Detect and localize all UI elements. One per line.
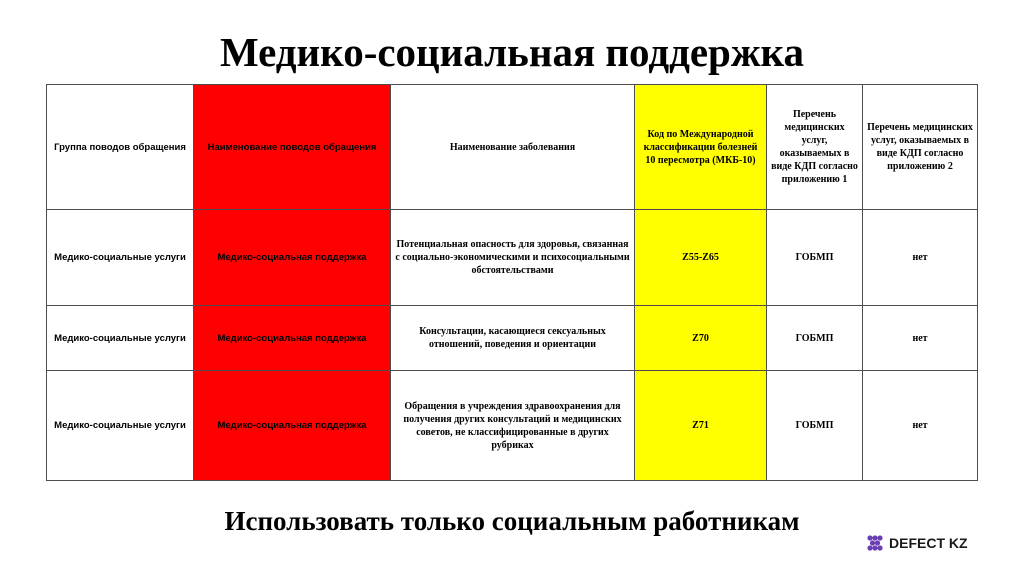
- header-cell-icd-code: Код по Международной классификации болезней 10 пересмотра (МКБ-10): [635, 85, 767, 210]
- table-row: [47, 306, 978, 371]
- table-header-row: [47, 85, 978, 210]
- brand-logo[interactable]: [866, 534, 968, 552]
- table-cell: Z70: [635, 306, 767, 371]
- table-cell: Медико-социальная поддержка: [194, 371, 391, 481]
- table-cell: ГОБМП: [767, 210, 863, 306]
- table-cell: Медико-социальные услуги: [47, 306, 194, 371]
- table-cell: нет: [863, 306, 978, 371]
- table-cell: ГОБМП: [767, 306, 863, 371]
- header-cell-group: Группа поводов обращения: [47, 85, 194, 210]
- table-cell: ГОБМП: [767, 371, 863, 481]
- table-cell: Медико-социальная поддержка: [194, 306, 391, 371]
- table-cell: Z71: [635, 371, 767, 481]
- table-cell: нет: [863, 371, 978, 481]
- data-table: [46, 84, 978, 481]
- header-cell-services-2: Перечень медицинских услуг, оказываемых в виде КДП согласно приложению 2: [863, 85, 978, 210]
- brand-logo-text: DEFECT KZ: [889, 535, 968, 551]
- table-cell: Медико-социальная поддержка: [194, 210, 391, 306]
- table-cell: Медико-социальные услуги: [47, 210, 194, 306]
- table-cell: нет: [863, 210, 978, 306]
- header-cell-services-1: Перечень медицинских услуг, оказываемых в виде КДП согласно приложению 1: [767, 85, 863, 210]
- grape-cluster-icon: [866, 534, 884, 552]
- table-cell: Обращения в учреждения здравоохранения для получения других консультаций и медицинских советов, не классифицированные в других рубриках: [391, 371, 635, 481]
- page-title: Медико-социальная поддержка: [219, 29, 805, 75]
- table-cell: Консультации, касающиеся сексуальных отношений, поведения и ориентации: [391, 306, 635, 371]
- footer-note: Использовать только социальным работникам: [224, 506, 800, 536]
- table-row: [47, 210, 978, 306]
- header-cell-disease: Наименование заболевания: [391, 85, 635, 210]
- table-row: [47, 371, 978, 481]
- header-cell-reason: Наименование поводов обращения: [194, 85, 391, 210]
- table-cell: Потенциальная опасность для здоровья, связанная с социально-экономическими и психосоциальными обстоятельствами: [391, 210, 635, 306]
- table-cell: Медико-социальные услуги: [47, 371, 194, 481]
- table-cell: Z55-Z65: [635, 210, 767, 306]
